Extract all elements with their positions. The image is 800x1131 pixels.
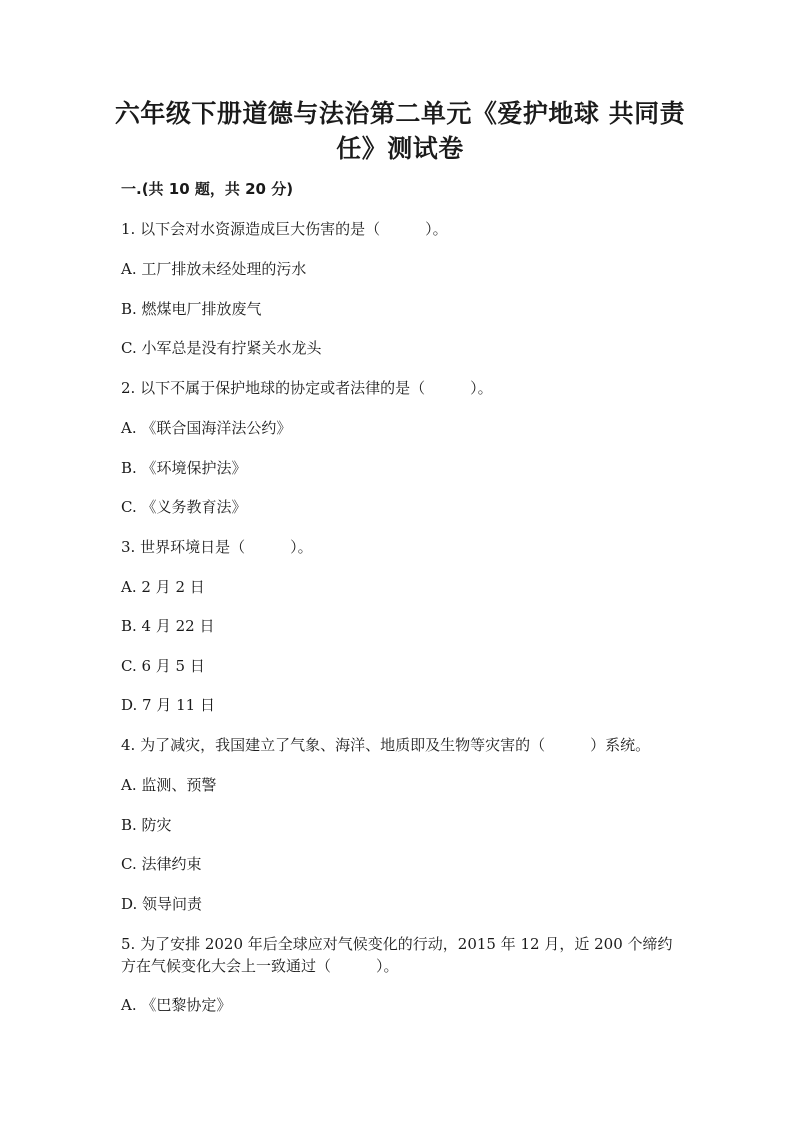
- question-3-option-c: C. 6 月 5 日: [121, 657, 205, 675]
- question-1-option-c: C. 小军总是没有拧紧关水龙头: [121, 339, 322, 357]
- question-4-option-a: A. 监测、预警: [121, 776, 217, 794]
- question-3-option-a: A. 2 月 2 日: [121, 578, 205, 596]
- question-3-option-b: B. 4 月 22 日: [121, 617, 215, 635]
- question-4-option-d: D. 领导问责: [121, 895, 203, 913]
- question-2-stem: 2. 以下不属于保护地球的协定或者法律的是（ ）。: [121, 379, 493, 397]
- question-5-option-a: A. 《巴黎协定》: [121, 996, 232, 1014]
- question-1-stem: 1. 以下会对水资源造成巨大伤害的是（ ）。: [121, 220, 448, 238]
- question-5-stem: 5. 为了安排 2020 年后全球应对气候变化的行动，2015 年 12 月，近 200 个缔约方在气候变化大会上一致通过（ ）。: [121, 935, 673, 975]
- question-2-option-c: C. 《义务教育法》: [121, 498, 247, 516]
- document-title: 六年级下册道德与法治第二单元《爱护地球 共同责任》测试卷: [114, 99, 686, 163]
- question-2-option-b: B. 《环境保护法》: [121, 459, 247, 477]
- question-4-stem: 4. 为了减灾，我国建立了气象、海洋、地质即及生物等灾害的（ ）系统。: [121, 736, 651, 754]
- question-1-option-a: A. 工厂排放未经处理的污水: [121, 260, 307, 278]
- question-3-stem: 3. 世界环境日是（ ）。: [121, 538, 313, 556]
- question-2-option-a: A. 《联合国海洋法公约》: [121, 419, 292, 437]
- question-1-option-b: B. 燃煤电厂排放废气: [121, 300, 262, 318]
- question-4-option-b: B. 防灾: [121, 816, 172, 834]
- question-4-option-c: C. 法律约束: [121, 855, 202, 873]
- question-3-option-d: D. 7 月 11 日: [121, 696, 215, 714]
- section-heading: 一.(共 10 题，共 20 分): [121, 180, 294, 198]
